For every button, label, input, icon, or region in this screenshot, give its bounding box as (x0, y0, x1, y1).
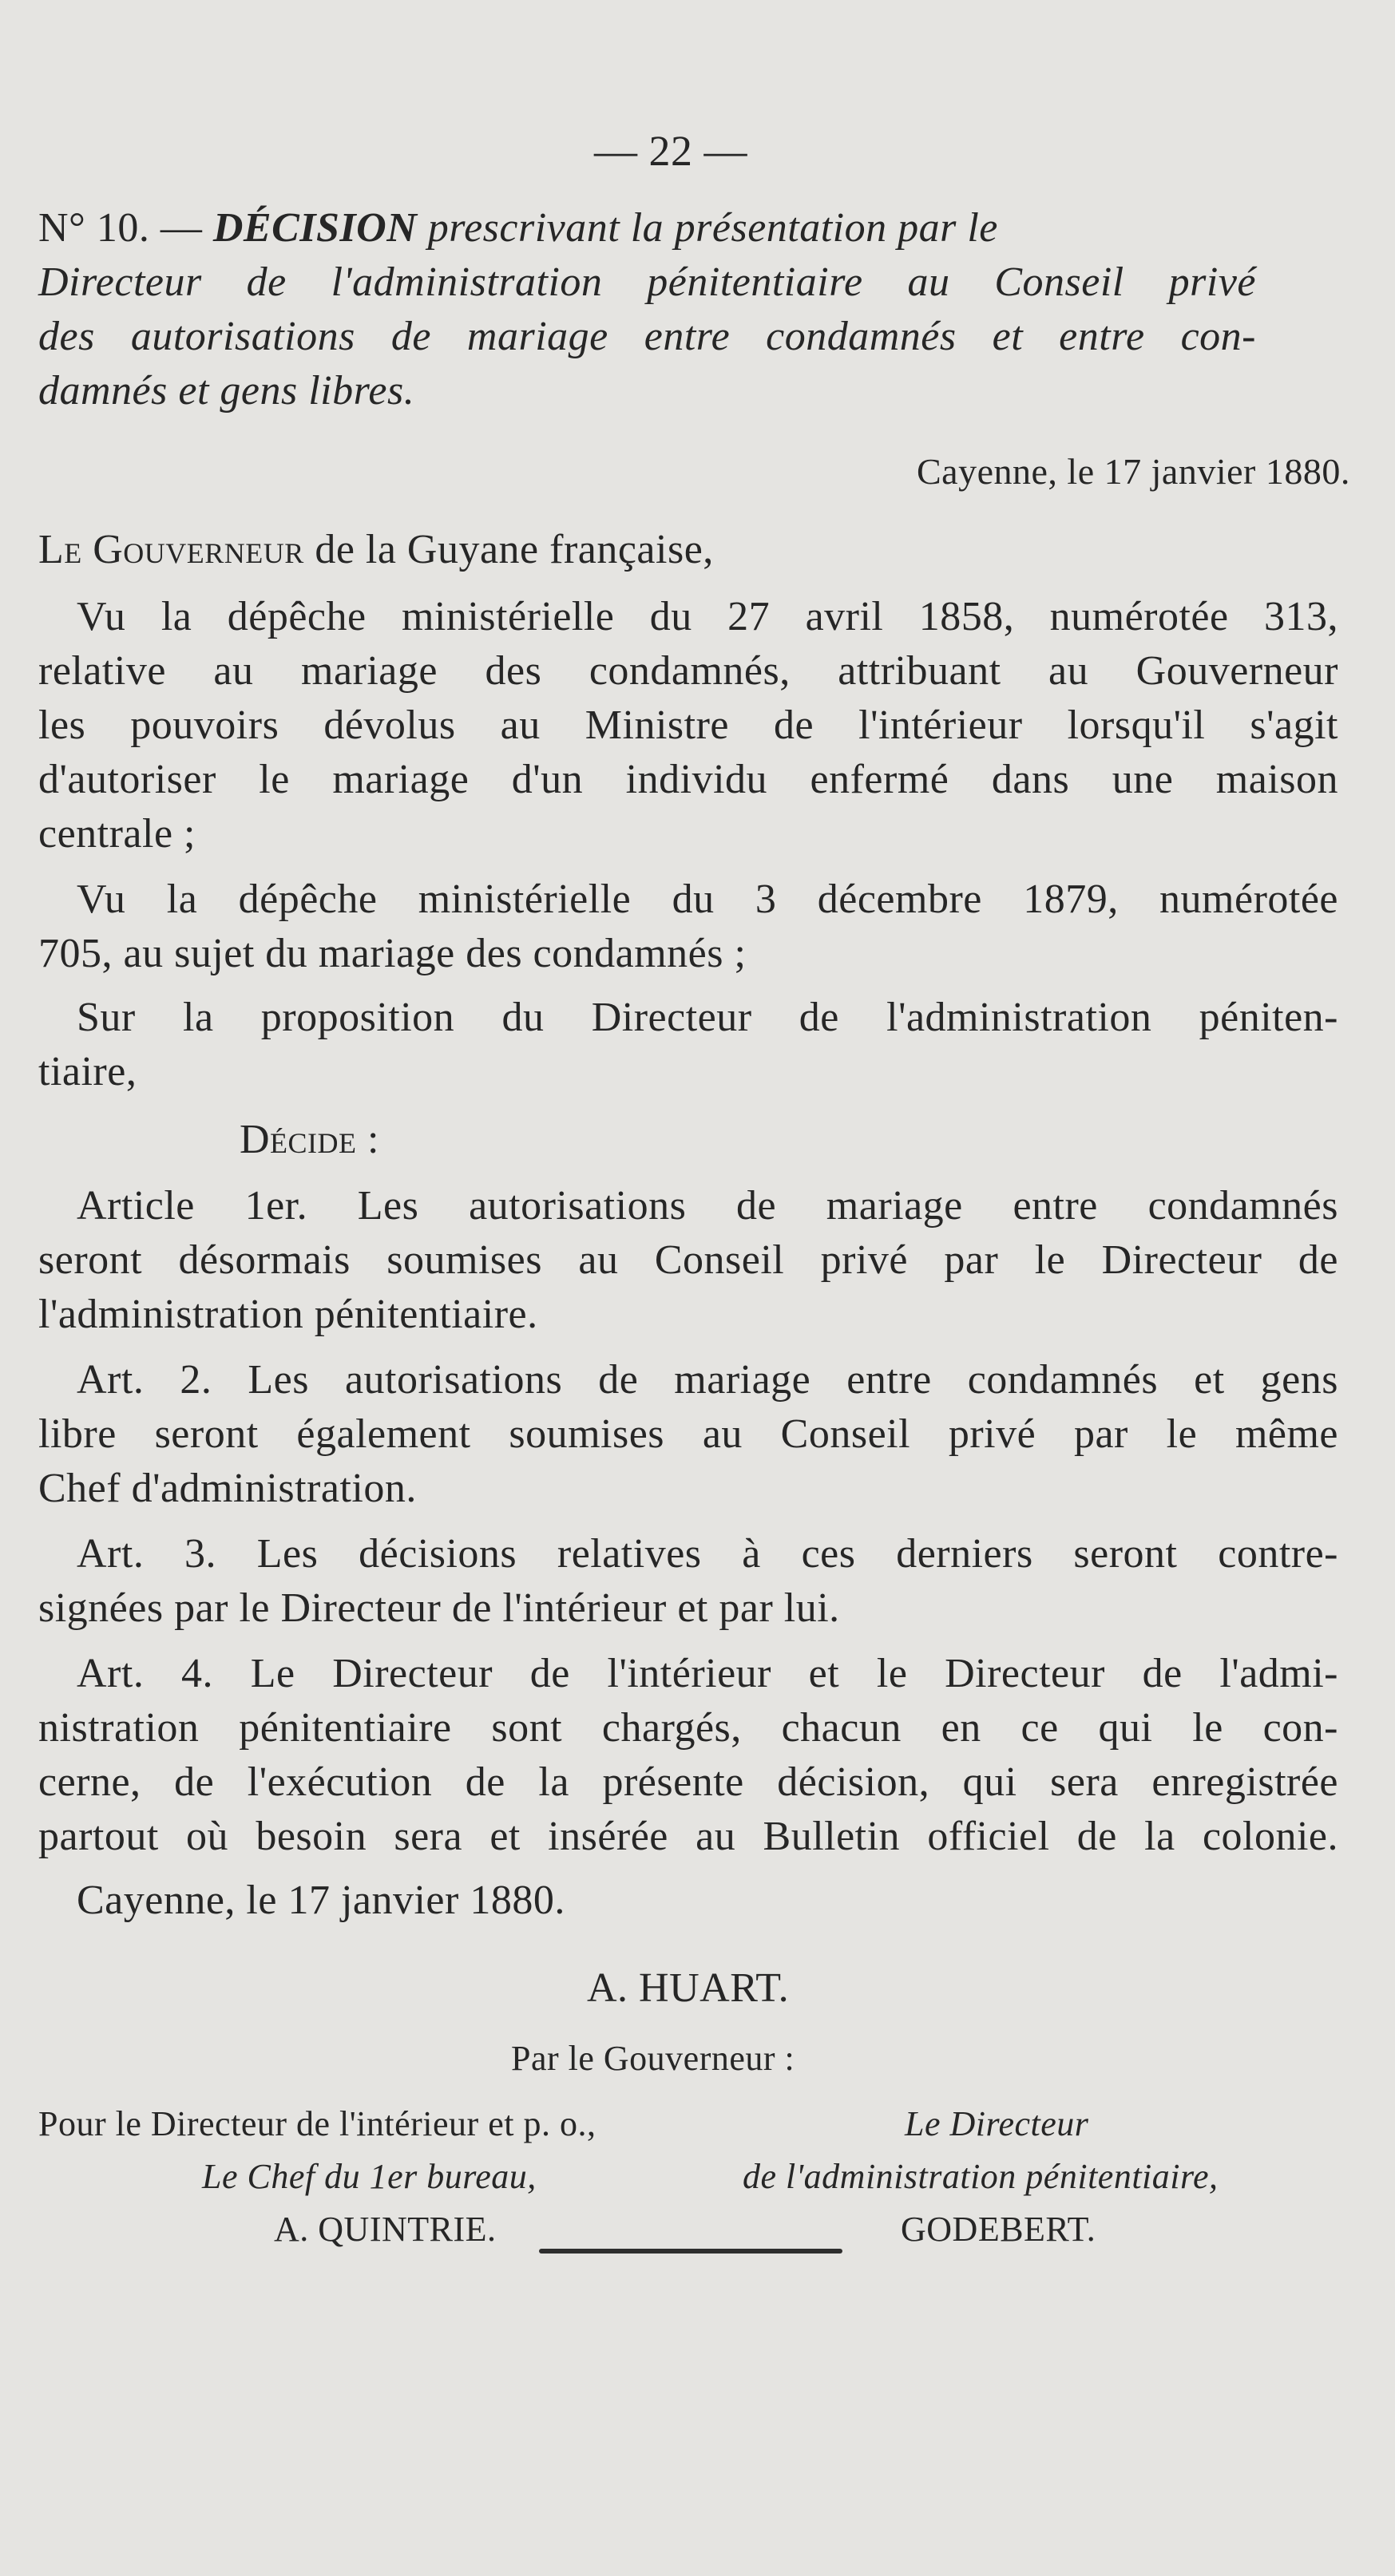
decision-heading-line-3: des autorisations de mariage entre condamnés et entre con- (38, 314, 1256, 359)
considerant-2-line-2: 705, au sujet du mariage des condamnés ; (38, 931, 747, 976)
article-4-line-1: Art. 4. Le Directeur de l'intérieur et le Directeur de l'admi- (77, 1651, 1338, 1696)
article-1-line-2: seront désormais soumises au Conseil privé par le Directeur de (38, 1237, 1338, 1283)
right-sig-name: GODEBERT. (901, 2210, 1096, 2249)
date-bottom: Cayenne, le 17 janvier 1880. (77, 1878, 565, 1923)
article-3-line-2: signées par le Directeur de l'intérieur et par lui. (38, 1585, 840, 1631)
left-sig-line-2: Le Chef du 1er bureau, (202, 2157, 537, 2196)
article-4-line-4: partout où besoin sera et insérée au Bulletin officiel de la colonie. (38, 1814, 1338, 1859)
left-sig-name: A. QUINTRIE. (274, 2210, 497, 2249)
article-2-line-3: Chef d'administration. (38, 1466, 417, 1511)
governor-rest: de la Guyane française, (303, 527, 714, 572)
article-1-line-1: Article 1er. Les autorisations de mariage entre condamnés (77, 1183, 1338, 1229)
decision-label: DÉCISION (212, 205, 418, 251)
considerant-3-line-1: Sur la proposition du Directeur de l'administration péniten- (77, 995, 1338, 1040)
right-sig-line-1: Le Directeur (905, 2104, 1089, 2143)
governor-line (38, 525, 714, 575)
considerant-1-line-5: centrale ; (38, 811, 196, 857)
decision-number: N° 10. — (38, 205, 203, 251)
article-4-line-3: cerne, de l'exécution de la présente décision, qui sera enregistrée (38, 1759, 1338, 1805)
page-number: — 22 — (594, 127, 747, 175)
article-1-line-3: l'administration pénitentiaire. (38, 1292, 538, 1337)
decision-heading-line-4: damnés et gens libres. (38, 368, 415, 414)
article-4-line-2: nistration pénitentiaire sont chargés, chacun en ce qui le con- (38, 1705, 1338, 1751)
article-3-line-1: Art. 3. Les décisions relatives à ces derniers seront contre- (77, 1531, 1338, 1577)
decision-heading-line-2: Directeur de l'administration pénitentiaire au Conseil privé (38, 259, 1256, 305)
left-sig-line-1: Pour le Directeur de l'intérieur et p. o., (38, 2104, 596, 2143)
considerant-1-line-4: d'autoriser le mariage d'un individu enfermé dans une maison (38, 757, 1338, 802)
decide-heading: Décide : (240, 1117, 379, 1162)
considerant-1-line-2: relative au mariage des condamnés, attribuant au Gouverneur (38, 648, 1338, 694)
article-2-line-2: libre seront également soumises au Conseil privé par le même (38, 1411, 1338, 1457)
decision-heading-line-1 (38, 204, 998, 253)
governor-lead: Le Gouverneur (38, 527, 304, 572)
considerant-1-line-1: Vu la dépêche ministérielle du 27 avril 1858, numérotée 313, (77, 594, 1338, 639)
decision-heading-text-1: prescrivant la présentation par le (427, 205, 998, 251)
considerant-3-line-2: tiaire, (38, 1049, 137, 1094)
closing-rule (539, 2249, 842, 2254)
article-2-line-1: Art. 2. Les autorisations de mariage entre condamnés et gens (77, 1357, 1338, 1403)
right-sig-line-2: de l'administration pénitentiaire, (743, 2157, 1219, 2196)
considerant-2-line-1: Vu la dépêche ministérielle du 3 décembre 1879, numérotée (77, 876, 1338, 922)
par-le-gouverneur: Par le Gouverneur : (511, 2039, 795, 2078)
considerant-1-line-3: les pouvoirs dévolus au Ministre de l'intérieur lorsqu'il s'agit (38, 702, 1338, 748)
signature-governor: A. HUART. (587, 1965, 790, 2011)
date-top: Cayenne, le 17 janvier 1880. (917, 451, 1350, 492)
